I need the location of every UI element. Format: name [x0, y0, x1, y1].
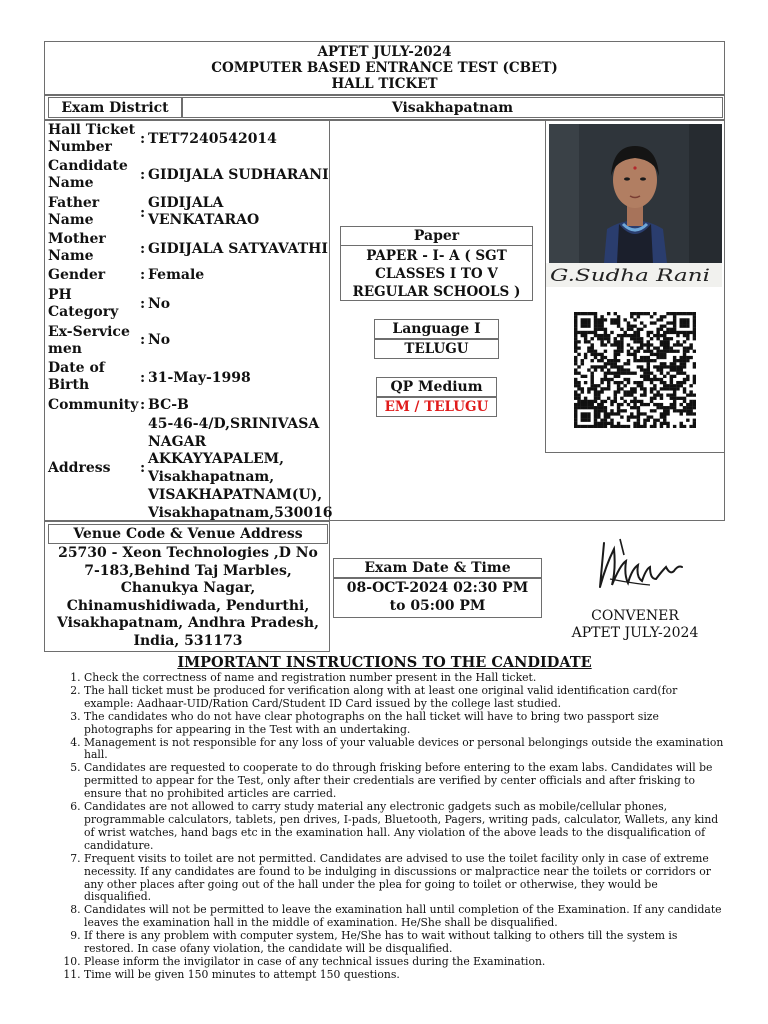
- paper-label: Paper: [340, 226, 533, 246]
- qr-code-image: [574, 312, 696, 428]
- father-name-label: Father Name: [48, 195, 100, 228]
- dob-label: Date of Birth: [48, 360, 105, 393]
- photo-signature-strip: [546, 263, 722, 287]
- gender-label: Gender: [48, 267, 106, 283]
- address-label: Address: [48, 460, 111, 476]
- ph-category-value: No: [148, 296, 171, 312]
- convener-label: [560, 608, 710, 642]
- svg-text:G.Sudha Rani: G.Sudha Rani: [550, 266, 710, 286]
- convener-exam: APTET JULY-2024: [571, 625, 699, 641]
- separator: :: [140, 460, 146, 476]
- exam-date-value: 08-OCT-2024 02:30 PM to 05:00 PM: [333, 578, 542, 618]
- candidate-photo: [549, 124, 722, 263]
- instructions-list: [56, 672, 726, 982]
- convener-title: CONVENER: [591, 608, 679, 624]
- instructions-title: IMPORTANT INSTRUCTIONS TO THE CANDIDATE: [177, 654, 592, 671]
- instruction-item: 11. Time will be given 150 minutes to attempt 150 questions.: [84, 969, 726, 982]
- separator: :: [140, 332, 146, 348]
- qp-medium-value: EM / TELUGU: [376, 397, 497, 417]
- instruction-item: 1. Check the correctness of name and registration number present in the Hall ticket.: [84, 672, 726, 685]
- paper-value: PAPER - I- A ( SGT CLASSES I TO V REGULAR SCHOOLS ): [340, 245, 533, 301]
- instruction-item: 8. Candidates will not be permitted to leave the examination hall until completion of the Examination. If any candidate leaves the examination hall in the middle of examination. He/She shall be disqualified.: [84, 904, 726, 930]
- father-name-value: GIDIJALA VENKATARAO: [148, 195, 260, 228]
- instruction-item: 4. Management is not responsible for any loss of your valuable devices or personal belongings outside the examination hall.: [84, 737, 726, 763]
- instruction-item: 10. Please inform the invigilator in case of any technical issues during the Examination.: [84, 956, 726, 969]
- ex-servicemen-value: No: [148, 332, 171, 348]
- hall-ticket-number-label: Hall Ticket Number: [48, 122, 136, 155]
- community-value: BC-B: [148, 397, 189, 413]
- separator: :: [140, 167, 146, 183]
- convener-signature: [590, 535, 686, 597]
- venue-label: Venue Code & Venue Address: [48, 524, 328, 544]
- separator: :: [140, 131, 146, 147]
- exam-district-value: Visakhapatnam: [182, 97, 723, 118]
- candidate-photo-image: [549, 124, 722, 263]
- exam-date-label: Exam Date & Time: [333, 558, 542, 578]
- instruction-item: 7. Frequent visits to toilet are not permitted. Candidates are advised to use the toilet facility only in case of extreme necessity. If any candidates are found to be indulging in discussions or malpractice near the toilets or corridors or any other places after going out of the hall under the plea for going to toilet or otherwise, they would be disqualified.: [84, 853, 726, 905]
- address-value: 45-46-4/D,SRINIVASA NAGAR AKKAYYAPALEM, Visakhapatnam, VISAKHAPATNAM(U), Visakhapatnam,530016: [148, 416, 333, 521]
- exam-subtitle: COMPUTER BASED ENTRANCE TEST (CBET): [211, 60, 558, 76]
- dob-value: 31-May-1998: [148, 370, 251, 386]
- candidate-name-value: GIDIJALA SUDHARANI: [148, 167, 329, 183]
- candidate-signature-image: [546, 263, 722, 287]
- convener-signature-image: [590, 535, 686, 597]
- separator: :: [140, 397, 146, 413]
- instruction-item: 6. Candidates are not allowed to carry study material any electronic gadgets such as mobile/cellular phones, programmable calculators, tablets, pen drives, I-pads, Bluetooth, Pagers, writing pads, calculator, Wallets, any kind of wrist watches, hand bags etc in the examination hall. Any violation of the above leads to the disqualification of candidature.: [84, 801, 726, 853]
- ph-category-label: PH Category: [48, 287, 119, 320]
- separator: :: [140, 241, 146, 257]
- mother-name-label: Mother Name: [48, 231, 106, 264]
- qp-medium-label: QP Medium: [376, 377, 497, 397]
- instruction-item: 3. The candidates who do not have clear photographs on the hall ticket will have to bring two passport size photographs for appearing in the Test with an undertaking.: [84, 711, 726, 737]
- instruction-item: 5. Candidates are requested to cooperate to do through frisking before entering to the exam labs. Candidates will be permitted to appear for the Test, only after their credentials are verified by center officials and after frisking to ensure that no prohibited articles are carried.: [84, 762, 726, 801]
- separator: :: [140, 205, 146, 221]
- gender-value: Female: [148, 267, 205, 283]
- separator: :: [140, 296, 146, 312]
- instruction-item: 2. The hall ticket must be produced for verification along with at least one original valid identification card(for example: Aadhaar-UID/Ration Card/Student ID Card issued by the college last studied.: [84, 685, 726, 711]
- separator: :: [140, 370, 146, 386]
- language-label: Language I: [374, 319, 499, 339]
- venue-address: 25730 - Xeon Technologies ,D No 7-183,Behind Taj Marbles, Chanukya Nagar, Chinamushidiwada, Pendurthi, Visakhapatnam, Andhra Pradesh, India, 531173: [57, 545, 319, 649]
- community-label: Community: [48, 397, 139, 413]
- header-box: [44, 41, 725, 95]
- exam-title: APTET JULY-2024: [317, 44, 452, 60]
- ex-servicemen-label: Ex-Servicemen: [48, 324, 130, 357]
- exam-district-label: Exam District: [48, 97, 182, 118]
- instruction-item: 9. If there is any problem with computer system, He/She has to wait without talking to others till the system is restored. In case ofany violation, the candidate will be disqualified.: [84, 930, 726, 956]
- mother-name-value: GIDIJALA SATYAVATHI: [148, 241, 328, 257]
- candidate-name-label: Candidate Name: [48, 158, 128, 191]
- hall-ticket-title: HALL TICKET: [331, 76, 438, 92]
- qr-code: [574, 312, 696, 428]
- separator: :: [140, 267, 146, 283]
- hall-ticket-number-value: TET7240542014: [148, 131, 277, 147]
- language-value: TELUGU: [374, 339, 499, 359]
